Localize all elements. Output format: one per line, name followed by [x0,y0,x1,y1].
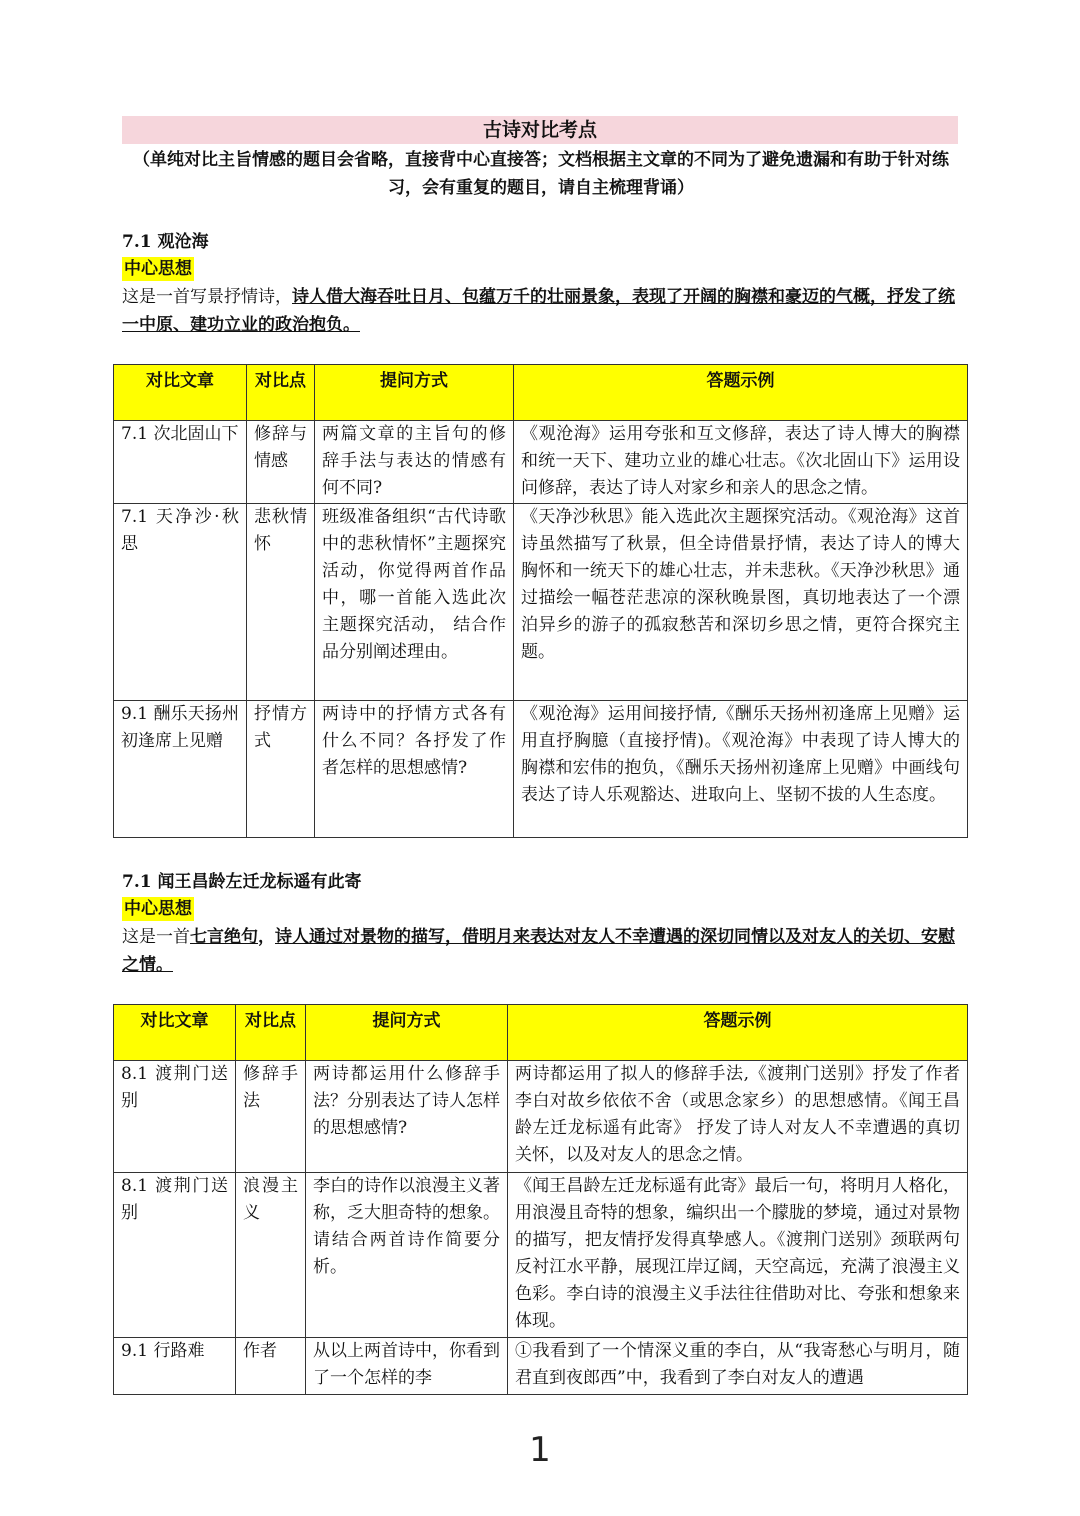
header-answer: 答题示例 [514,365,968,421]
header-point: 对比点 [236,1005,306,1061]
section1-label: 中心思想 [124,259,192,279]
section2-summary [122,923,960,979]
row-question: 从以上两首诗中，你看到了一个怎样的李 [306,1338,508,1395]
row-article: 9.1 酬乐天扬州初逢席上见赠 [114,701,247,838]
section1-table [113,364,968,838]
row-article: 8.1 渡荆门送别 [114,1173,236,1338]
row-question: 两篇文章的主旨句的修辞手法与表达的情感有何不同? [315,421,514,504]
row-answer: 《观沧海》运用间接抒情,《酬乐天扬州初逢席上见赠》运用直抒胸臆（直接抒情)。《观沧海》中表现了诗人博大的胸襟和宏伟的抱负，《酬乐天扬州初逢席上见赠》中画线句表达了诗人乐观豁达、进取向上、坚韧不拔的人生态度。 [514,701,968,838]
row-article: 7.1 次北固山下 [114,421,247,504]
section1-heading: 7.1 观沧海 [122,232,209,252]
row-article: 8.1 渡荆门送别 [114,1061,236,1173]
row-question: 两诗中的抒情方式各有什么不同？各抒发了作者怎样的思想感情? [315,701,514,838]
section1-summary-key: 诗人借大海吞吐日月、包蕴万千的壮丽景象，表现了开阔的胸襟和豪迈的气概，抒发了统一中原、建功立业的政治抱负。 [122,287,955,335]
section1-summary-plain: 这是一首写景抒情诗， [122,287,292,307]
row-point: 作者 [236,1338,306,1395]
row-answer: 《闻王昌龄左迁龙标遥有此寄》最后一句，将明月人格化，用浪漫且奇特的想象，编织出一个朦胧的梦境，通过对景物的描写，把友情抒发得真挚感人。《渡荆门送别》颈联两句反衬江水平静，展现江岸辽阔，天空高远，充满了浪漫主义色彩。李白诗的浪漫主义手法往往借助对比、夸张和想象来体现。 [508,1173,968,1338]
table-row [114,701,968,838]
table-row [114,504,968,701]
table-row [114,1061,968,1173]
section1-summary [122,283,960,339]
table-row [114,421,968,504]
row-point: 修辞与情感 [247,421,315,504]
header-article: 对比文章 [114,365,247,421]
row-point: 悲秋情怀 [247,504,315,701]
header-question: 提问方式 [315,365,514,421]
section2-summary-bold: 七言绝句 [190,927,258,947]
row-article: 9.1 行路难 [114,1338,236,1395]
header-answer: 答题示例 [508,1005,968,1061]
row-answer: 两诗都运用了拟人的修辞手法,《渡荆门送别》抒发了作者李白对故乡依依不舍（或思念家乡）的思想感情。《闻王昌龄左迁龙标遥有此寄》 抒发了诗人对友人不幸遭遇的真切关怀，以及对友人的思念之情。 [508,1061,968,1173]
page-title: 古诗对比考点 [122,116,958,144]
row-point: 抒情方式 [247,701,315,838]
section2-summary-key: 诗人通过对景物的描写，借明月来表达对友人不幸遭遇的深切同情以及对友人的关切、安慰之情。 [122,927,955,975]
table-row [114,1338,968,1395]
section2-table [113,1004,968,1395]
row-answer: ①我看到了一个情深义重的李白，从“我寄愁心与明月，随君直到夜郎西”中，我看到了李白对友人的遭遇 [508,1338,968,1395]
row-answer: 《天净沙秋思》能入选此次主题探究活动。《观沧海》这首诗虽然描写了秋景，但全诗借景抒情，表达了诗人的博大胸怀和一统天下的雄心壮志，并未悲秋。《天净沙秋思》通过描绘一幅苍茫悲凉的深秋晚景图，真切地表达了一个漂泊异乡的游子的孤寂愁苦和深切乡思之情，更符合探究主题。 [514,504,968,701]
section2-heading: 7.1 闻王昌龄左迁龙标遥有此寄 [122,872,362,892]
header-point: 对比点 [247,365,315,421]
header-article: 对比文章 [114,1005,236,1061]
section2-summary-plain2: ， [258,927,275,947]
page-number: 1 [529,1430,551,1470]
row-answer: 《观沧海》运用夸张和互文修辞，表达了诗人博大的胸襟和统一天下、建功立业的雄心壮志。《次北固山下》运用设问修辞，表达了诗人对家乡和亲人的思念之情。 [514,421,968,504]
row-article: 7.1 天净沙·秋思 [114,504,247,701]
section2-label: 中心思想 [124,899,192,919]
row-point: 浪漫主义 [236,1173,306,1338]
row-question: 班级准备组织“古代诗歌中的悲秋情怀”主题探究活动，你觉得两首作品中，哪一首能入选此次主题探究活动， 结合作品分别阐述理由。 [315,504,514,701]
section2-summary-plain1: 这是一首 [122,927,190,947]
row-question: 李白的诗作以浪漫主义著称，乏大胆奇特的想象。请结合两首诗作简要分析。 [306,1173,508,1338]
table-row [114,1173,968,1338]
page-subtitle: （单纯对比主旨情感的题目会省略，直接背中心直接答；文档根据主文章的不同为了避免遗漏和有助于针对练习，会有重复的题目，请自主梳理背诵） [133,150,949,198]
row-point: 修辞手法 [236,1061,306,1173]
header-question: 提问方式 [306,1005,508,1061]
row-question: 两诗都运用什么修辞手法？分别表达了诗人怎样的思想感情? [306,1061,508,1173]
